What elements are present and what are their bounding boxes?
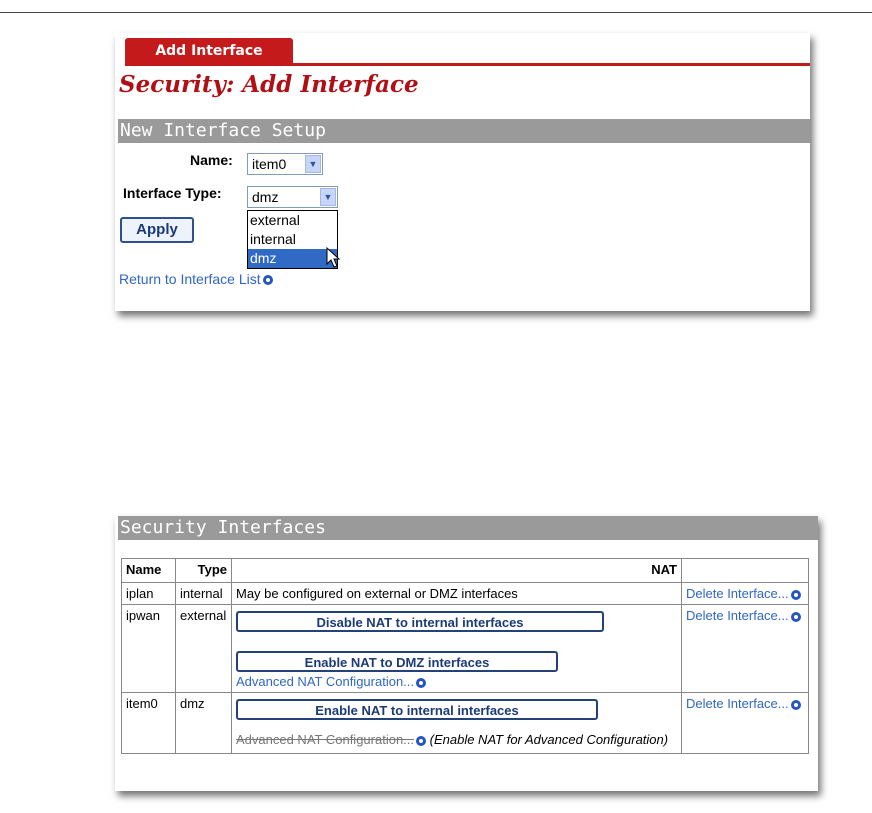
table-row [122, 583, 809, 605]
table-row [122, 693, 809, 754]
chevron-down-icon[interactable]: ▼ [305, 155, 321, 173]
chevron-down-icon[interactable]: ▼ [320, 188, 336, 206]
delete-interface-link[interactable]: Delete Interface... [686, 696, 789, 711]
table-row [122, 605, 809, 693]
apply-button[interactable]: Apply [120, 217, 194, 243]
column-header-nat: NAT [232, 559, 682, 583]
row-action-cell [682, 693, 809, 754]
row-action-cell [682, 583, 809, 605]
advanced-nat-disabled [236, 732, 677, 747]
dropdown-option-dmz[interactable]: dmz [248, 249, 337, 268]
interfaces-table [121, 558, 809, 754]
name-select-value: item0 [252, 156, 287, 172]
arrow-circle-icon [416, 736, 426, 746]
advanced-nat-link[interactable] [236, 674, 677, 689]
column-header-actions [682, 559, 809, 583]
interface-type-dropdown[interactable] [247, 210, 338, 269]
row-type: external [176, 605, 232, 693]
row-nat-cell [232, 693, 682, 754]
tab-add-interface[interactable]: Add Interface [125, 38, 293, 64]
advanced-nat-disabled-link: Advanced NAT Configuration... [236, 732, 415, 747]
section-header: New Interface Setup [118, 119, 810, 143]
row-name: item0 [122, 693, 176, 754]
security-interfaces-panel [115, 516, 818, 791]
column-header-name: Name [122, 559, 176, 583]
return-link-label[interactable]: Return to Interface List [119, 271, 261, 287]
arrow-circle-icon[interactable] [416, 678, 426, 688]
row-type: internal [176, 583, 232, 605]
page-title: Security: Add Interface [119, 71, 419, 98]
row-nat-text: May be configured on external or DMZ interfaces [232, 583, 682, 605]
column-header-type: Type [176, 559, 232, 583]
delete-interface-link[interactable]: Delete Interface... [686, 586, 789, 601]
section-header: Security Interfaces [118, 516, 818, 540]
tab-underline [125, 63, 810, 66]
arrow-circle-icon[interactable] [791, 612, 801, 622]
arrow-circle-icon[interactable] [791, 700, 801, 710]
row-action-cell [682, 605, 809, 693]
advanced-nat-note: (Enable NAT for Advanced Configuration) [429, 732, 669, 747]
name-select[interactable] [247, 153, 323, 175]
interface-type-label: Interface Type: [123, 185, 222, 201]
interface-type-value: dmz [252, 189, 279, 205]
row-name: iplan [122, 583, 176, 605]
dropdown-option-internal[interactable]: internal [250, 231, 296, 247]
mouse-pointer-icon [326, 247, 342, 269]
arrow-circle-icon[interactable] [263, 275, 273, 285]
enable-nat-dmz-button[interactable]: Enable NAT to DMZ interfaces [236, 651, 558, 672]
name-label: Name: [190, 152, 233, 168]
enable-nat-internal-button[interactable]: Enable NAT to internal interfaces [236, 699, 598, 720]
row-type: dmz [176, 693, 232, 754]
interface-type-select[interactable] [247, 186, 338, 208]
row-name: ipwan [122, 605, 176, 693]
row-nat-cell [232, 605, 682, 693]
delete-interface-link[interactable]: Delete Interface... [686, 608, 789, 623]
return-link[interactable] [119, 271, 273, 289]
top-rule [0, 12, 872, 13]
dropdown-option-external[interactable]: external [250, 212, 300, 228]
table-header-row [122, 559, 809, 583]
advanced-nat-link-label[interactable]: Advanced NAT Configuration... [236, 674, 415, 689]
disable-nat-internal-button[interactable]: Disable NAT to internal interfaces [236, 611, 604, 632]
add-interface-panel [115, 33, 810, 311]
arrow-circle-icon[interactable] [791, 590, 801, 600]
